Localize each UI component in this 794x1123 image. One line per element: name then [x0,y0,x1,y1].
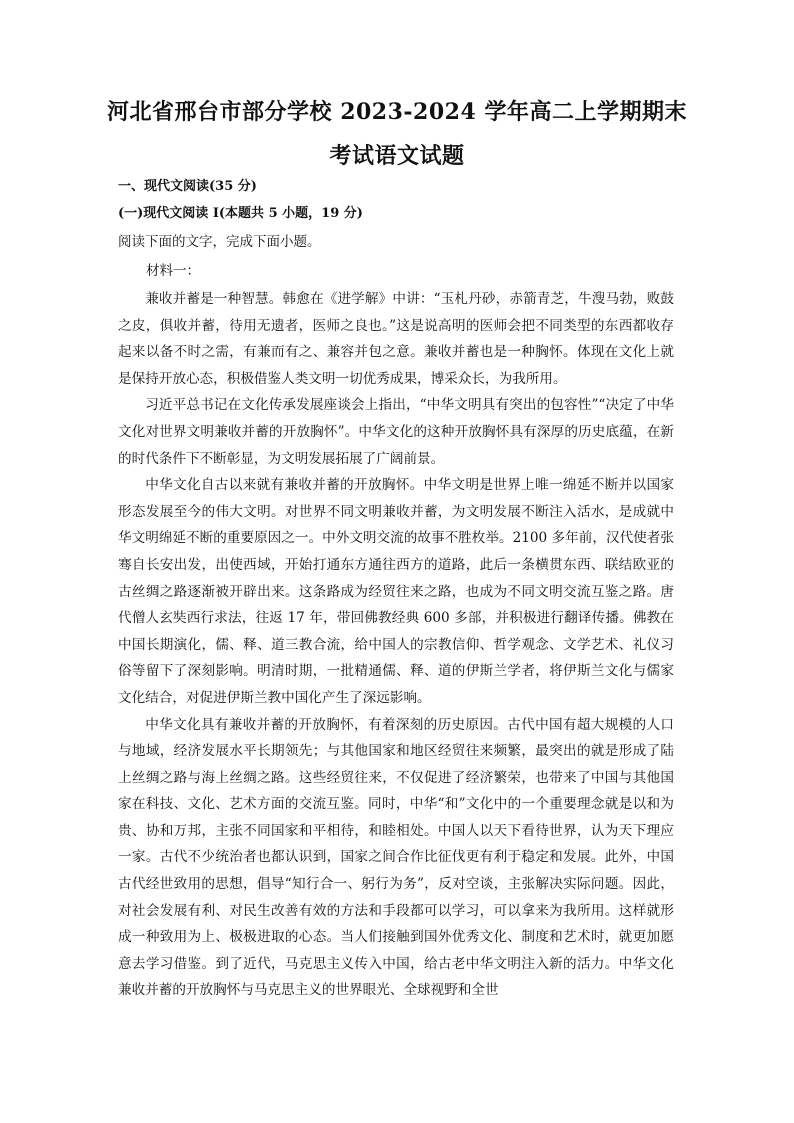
passage-paragraph-2: 习近平总书记在文化传承发展座谈会上指出，“中华文明具有突出的包容性”“决定了中华文化对世界文明兼收并蓄的开放胸怀”。中华文化的这种开放胸怀具有深厚的历史底蕴，在新的时代条件下不断彰显，为文明发展拓展了广阔前景。 [118,397,674,467]
subsection-heading: (一)现代文阅读 I(本题共 5 小题，19 分) [118,206,363,221]
passage-paragraph-1: 兼收并蓄是一种智慧。韩愈在《进学解》中讲：“玉札丹砂，赤箭青芝，牛溲马勃，败鼓之皮，俱收并蓄，待用无遗者，医师之良也。”这是说高明的医师会把不同类型的东西都收存起来以备不时之需，有兼而有之、兼容并包之意。兼收并蓄也是一种胸怀。体现在文化上就是保持开放心态，积极借鉴人类文明一切优秀成果，博采众长，为我所用。 [118,291,674,387]
document-title-line-1: 河北省邢台市部分学校 2023-2024 学年高二上学期期末 [107,99,687,125]
passage-body [118,286,674,1004]
document-title-line-2: 考试语文试题 [329,143,465,169]
material-label: 材料一： [146,263,200,279]
section-heading: 一、现代文阅读(35 分) [118,179,257,194]
passage-paragraph-3: 中华文化自古以来就有兼收并蓄的开放胸怀。中华文明是世界上唯一绵延不断并以国家形态发展至今的伟大文明。对世界不同文明兼收并蓄，为文明发展不断注入活水，是成就中华文明绵延不断的重要原因之一。中外文明交流的故事不胜枚举。2100 多年前，汉代使者张骞自长安出发，出使西域，开始打通东方通往西方的道路，此后一条横贯东西、联结欧亚的古丝绸之路逐渐被开辟出来。这条路成为经贸往来之路，也成为不同文明交流互鉴之路。唐代僧人玄奘西行求法，往返 17 年，带回佛教经典 600 多部，并积极进行翻译传播。佛教在中国长期演化，儒、释、道三教合流，给中国人的宗教信仰、哲学观念、文学艺术、礼仪习俗等留下了深刻影响。明清时期，一批精通儒、释、道的伊斯兰学者，将伊斯兰文化与儒家文化结合，对促进伊斯兰教中国化产生了深远影响。 [118,477,674,706]
passage-paragraph-4: 中华文化具有兼收并蓄的开放胸怀，有着深刻的历史原因。古代中国有超大规模的人口与地域，经济发展水平长期领先；与其他国家和地区经贸往来频繁，最突出的就是形成了陆上丝绸之路与海上丝绸之路。这些经贸往来，不仅促进了经济繁荣，也带来了中国与其他国家在科技、文化、艺术方面的交流互鉴。同时，中华“和”文化中的一个重要理念就是以和为贵、协和万邦，主张不同国家和平相待，和睦相处。中国人以天下看待世界，认为天下理应一家。古代不少统治者也都认识到，国家之间合作比征伐更有利于稳定和发展。此外，中国古代经世致用的思想，倡导“知行合一、躬行为务”，反对空谈，主张解决实际问题。因此，对社会发展有利、对民生改善有效的方法和手段都可以学习，可以拿来为我所用。这样就形成一种致用为上、极极进取的心态。当人们接触到国外优秀文化、制度和艺术时，就更加愿意去学习借鉴。到了近代，马克思主义传入中国，给古老中华文明注入新的活力。中华文化兼收并蓄的开放胸怀与马克思主义的世界眼光、全球视野和全世 [118,716,674,999]
reading-instruction: 阅读下面的文字，完成下面小题。 [118,234,321,250]
